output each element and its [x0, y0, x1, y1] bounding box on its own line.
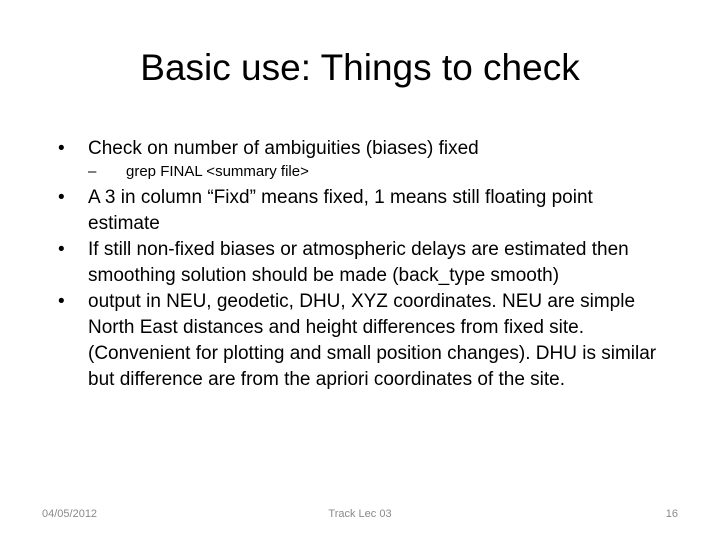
bullet-symbol: • — [58, 239, 65, 260]
sub-bullet-symbol: – — [88, 163, 97, 180]
footer-date: 04/05/2012 — [42, 508, 98, 520]
bullet-list — [58, 136, 668, 393]
bullet-item — [58, 237, 668, 289]
bullet-symbol: • — [58, 291, 65, 312]
bullet-text: Check on number of ambiguities (biases) fixed — [88, 138, 479, 159]
footer-page-number: 16 — [665, 508, 678, 520]
sub-bullet-text: grep FINAL <summary file> — [126, 163, 309, 180]
sub-bullet-list — [88, 162, 668, 182]
sub-bullet-item — [88, 162, 668, 182]
footer-lecture: Track Lec 03 — [328, 508, 392, 520]
bullet-text: A 3 in column “Fixd” means fixed, 1 means still floating point estimate — [88, 187, 593, 234]
slide-body — [58, 136, 668, 393]
bullet-symbol: • — [58, 138, 65, 159]
bullet-item — [58, 185, 668, 237]
bullet-symbol: • — [58, 187, 65, 208]
bullet-item — [58, 289, 668, 393]
bullet-text: output in NEU, geodetic, DHU, XYZ coordinates. NEU are simple North East distances and height differences from fixed site. (Convenient for plotting and small position changes). DHU is similar but difference are from the apriori coordinates of the site. — [88, 291, 657, 390]
slide-title: Basic use: Things to check — [140, 47, 580, 88]
bullet-item — [58, 136, 668, 182]
bullet-text: If still non-fixed biases or atmospheric delays are estimated then smoothing solution should be made (back_type smooth) — [88, 239, 629, 286]
